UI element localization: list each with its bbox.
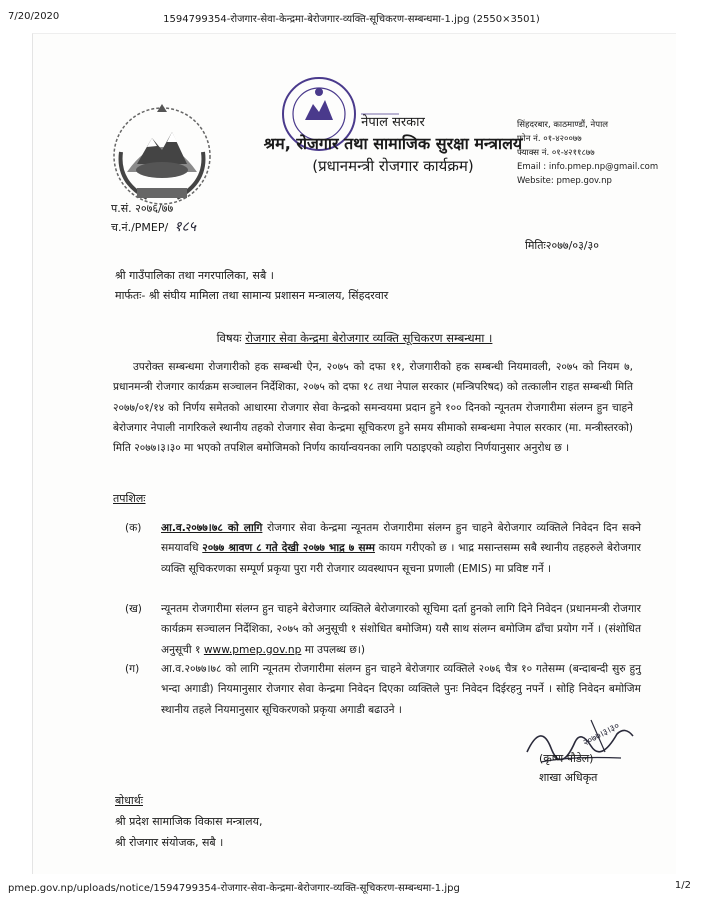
item-ka-fiscal-year: आ.व.२०७७।७८ को लागि: [161, 522, 263, 534]
list-item-ga: [113, 659, 641, 720]
letter-page: [32, 33, 676, 874]
signature-icon: [521, 712, 641, 776]
letterhead-title: [263, 112, 523, 176]
contact-phone: फोन नं. ०१-४२००७७: [517, 134, 582, 144]
pmep-website-link[interactable]: www.pmep.gov.np: [203, 643, 302, 656]
item-ka-deadline: २०७७ श्रावण ८ गते देखी २०७७ भाद्र ७ सम्म: [202, 542, 375, 555]
chalani-number-handwritten: १८५: [174, 219, 197, 235]
cc-heading: बोधार्थः: [115, 794, 143, 807]
signatory-title: शाखा अधिकृत: [539, 771, 598, 784]
list-item-kha: [113, 599, 641, 660]
contact-address: सिंहदरबार, काठमाण्डौं, नेपाल: [517, 120, 609, 130]
contact-fax: फ्याक्स नं. ०१-४२११८७७: [517, 148, 595, 158]
addressee-block: [115, 266, 388, 306]
reference-numbers: [111, 200, 196, 237]
tapshil-heading: तपशिलः: [113, 492, 146, 505]
item-label: (क): [125, 522, 142, 534]
signature-date-handwritten: २०७७।३।३०: [581, 721, 622, 749]
cc-recipient-1: श्री प्रदेश सामाजिक विकास मन्त्रालय,: [115, 815, 263, 828]
letterhead-program: (प्रधानमन्त्री रोजगार कार्यक्रम): [312, 157, 474, 175]
chalani-number-row: [111, 218, 196, 237]
contact-block: [517, 118, 673, 188]
body-paragraph: उपरोक्त सम्बन्धमा रोजगारीको हक सम्बन्धी ऐन, २०७५ को दफा ११, रोजगारीको हक सम्बन्धी नियमावली, २०७५ को नियम ७, प्रधानमन्त्री रोजगार कार्यक्रम सञ्चालन निर्देशिका, २०७५ को दफा १८ तथा नेपाल सरकार (मन्त्रिपरिषद) को तत्कालीन राहत सम्बन्धी मिति २०७७/०१/१४ को निर्णय समेतको आधारमा रोजगार सेवा केन्द्रको समन्वयमा प्रदान हुने १०० दिनको न्यूनतम रोजगारीमा संलग्न हुन चाहने बेरोजगार नेपाली नागरिकले स्थानीय तहको रोजगार सेवा केन्द्रमा सूचिकरण हुने समय सीमाको सम्बन्धमा नेपाल सरकार (मा. मन्त्रीस्तरको) मिति २०७७।३।३० मा भएको तपशिल बमोजिमको निर्णय कार्यान्वयनका लागि पठाइएको व्यहोरा निर्णयानुसार अनुरोध छ ।: [113, 361, 633, 455]
item-ka-text-2: कायम गरीएको छ । भाद्र मसान्तसम्म सबै स्थानीय तहहरुले बेरोजगार व्यक्ति सूचिकरणका सम्पूर्ण प्रकृया पुरा गरी रोजगार व्यवस्थापन सूचना प्रणाली (EMIS) मा प्रविष्ट गर्ने ।: [161, 542, 642, 575]
item-kha-text-1: न्यूनतम रोजगारीमा संलग्न हुन चाहने बेरोजगार व्यक्तिले बेरोजगारको सूचिमा दर्ता हुनको लागि दिने निवेदन (प्रधानमन्त्री रोजगार कार्यक्रम सञ्चालन निर्देशिका, २०७५ को अनुसूची १ संशोधित बमोजिम) यसै साथ संलग्न बमोजिम ढाँचा प्रयोग गर्ने । (संशोधित अनुसूची १: [161, 603, 641, 656]
contact-website: Website: pmep.gov.np: [517, 176, 612, 186]
print-date: 7/20/2020: [8, 11, 60, 22]
letter-date: मितिः२०७७/०३/३०: [525, 239, 599, 252]
item-label: (ग): [125, 663, 140, 675]
print-title: 1594799354-रोजगार-सेवा-केन्द्रमा-बेरोजगार-व्यक्ति-सूचिकरण-सम्बन्धमा-1.jpg (2550×3501): [163, 14, 540, 25]
subject-line: [33, 331, 676, 346]
chalani-label: च.नं./PMEP/: [111, 221, 169, 234]
subject-text: रोजगार सेवा केन्द्रमा बेरोजगार व्यक्ति सूचिकरण सम्बन्धमा ।: [245, 331, 493, 345]
print-page-number: 1/2: [674, 880, 691, 891]
cc-recipient-2: श्री रोजगार संयोजक, सबै ।: [115, 836, 224, 849]
list-item-ka: [113, 518, 641, 579]
letterhead-ministry: श्रम, रोजगार तथा सामाजिक सुरक्षा मन्त्रालय: [263, 134, 523, 153]
print-url: pmep.gov.np/uploads/notice/1594799354-रोजगार-सेवा-केन्द्रमा-बेरोजगार-व्यक्ति-सूचिकरण-सम्बन्धमा-1.jpg: [8, 883, 460, 894]
addressee-via: मार्फतः- श्री संघीय मामिला तथा सामान्य प्रशासन मन्त्रालय, सिंहदरवार: [115, 289, 389, 302]
item-label: (ख): [125, 603, 142, 615]
addressee-to: श्री गाउँपालिका तथा नगरपालिका, सबै ।: [115, 269, 274, 282]
cc-block: [115, 790, 262, 853]
item-text: [161, 518, 641, 579]
subject-label: विषयः: [216, 331, 242, 345]
letterhead-government: नेपाल सरकार: [361, 115, 425, 130]
contact-email: Email : info.pmep.np@gmail.com: [517, 162, 659, 172]
signatory-name: (कृष्ण पौडेल): [539, 752, 594, 765]
browser-print-header: [0, 0, 703, 28]
item-text: आ.व.२०७७।७८ को लागि न्यूनतम रोजगारीमा संलग्न हुन चाहने बेरोजगार व्यक्तिले २०७६ चैत्र १० गतेसम्म (बन्दाबन्दी सुरु हुनु भन्दा अगाडी) नियमानुसार रोजगार सेवा केन्द्रमा निवेदन दिएका व्यक्तिले पुनः निवेदन दिईरहनु नपर्ने । सोहि निवेदन बमोजिम स्थानीय तहले नियमानुसार सूचिकरणको प्रकृया अगाडी बढाउने ।: [161, 663, 641, 716]
item-kha-text-2: मा उपलब्ध छ।): [301, 643, 365, 656]
item-ka-text-1: रोजगार सेवा केन्द्रमा न्यूनतम रोजगारीमा संलग्न हुन चाहने बेरोजगार व्यक्तिले निवेदन दिन सक्ने समयावधि: [161, 522, 641, 555]
patra-sankhya: प.सं. २०७६/७७: [111, 202, 174, 215]
item-text: [161, 599, 641, 660]
nepal-emblem-icon: [107, 102, 217, 210]
